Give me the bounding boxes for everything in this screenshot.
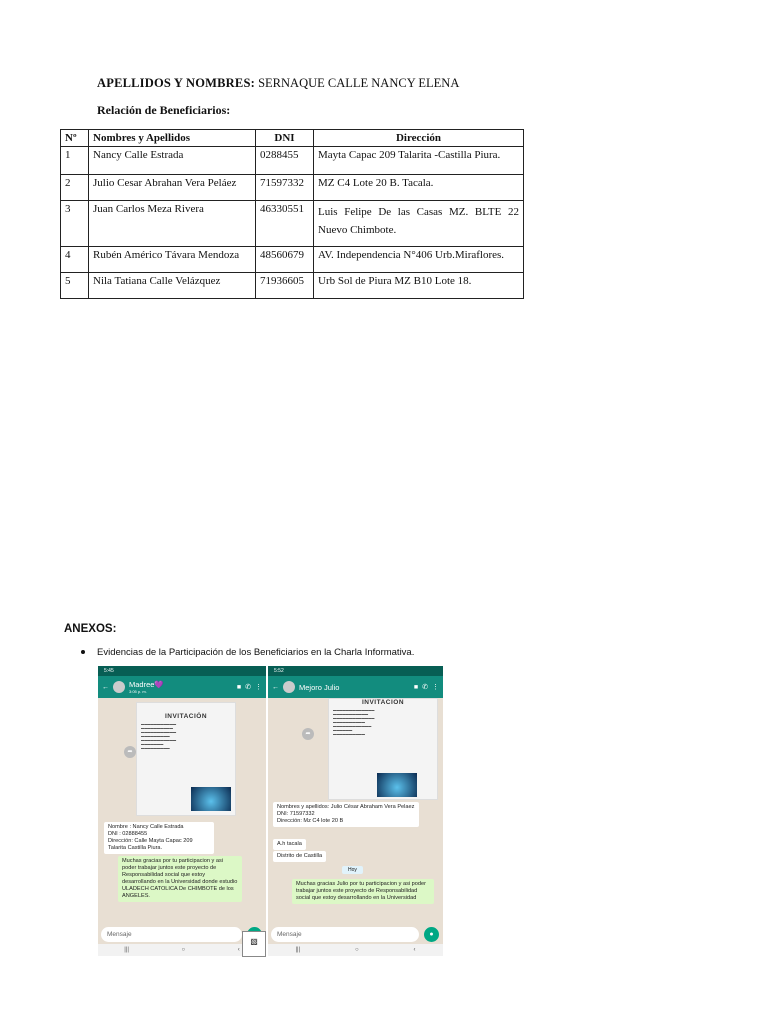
table-header-row	[61, 130, 524, 147]
col-dni: DNI	[256, 130, 314, 147]
contact-name[interactable]: Madree💜 3:05 p. m.	[129, 680, 233, 694]
invitation-text-lines: ▬▬▬▬▬▬▬▬▬▬▬ ▬▬▬▬▬▬▬▬▬▬ ▬▬▬▬▬▬▬▬▬▬▬ ▬▬▬▬▬▬▬▬▬ ▬▬▬▬▬▬▬▬▬▬▬ ▬▬▬▬▬▬▬ ▬▬▬▬▬▬▬▬▬	[141, 722, 177, 750]
annex-bullet	[81, 647, 414, 658]
video-call-icon[interactable]: ■	[236, 683, 242, 691]
col-name: Nombres y Apellidos	[89, 130, 256, 147]
back-arrow-icon[interactable]: ←	[102, 683, 109, 691]
cell-dni: 71936605	[256, 273, 314, 299]
invitation-image[interactable]	[328, 698, 438, 800]
back-icon[interactable]: ‹	[413, 947, 416, 953]
message-input[interactable]: Mensaje	[271, 927, 419, 942]
mic-icon[interactable]: ●	[424, 927, 439, 942]
annex-title: ANEXOS:	[64, 623, 117, 635]
cell-number: 4	[61, 247, 89, 273]
avatar[interactable]	[113, 681, 125, 693]
chat-header	[268, 676, 443, 698]
message-input[interactable]: Mensaje	[101, 927, 242, 942]
applicant-label: APELLIDOS Y NOMBRES:	[97, 76, 255, 90]
back-arrow-icon[interactable]: ←	[272, 683, 279, 691]
invitation-image[interactable]	[136, 702, 236, 816]
cell-address: Mayta Capac 209 Talarita -Castilla Piura.	[314, 147, 524, 175]
table-row	[61, 175, 524, 201]
broken-image-icon: ▧	[242, 931, 266, 957]
status-bar: 5:52	[268, 666, 443, 676]
whatsapp-screenshot-1	[98, 666, 266, 956]
cell-name: Nila Tatiana Calle Velázquez	[89, 273, 256, 299]
message-bubble[interactable]: Nombre : Nancy Calle Estrada DNI : 02888455 Dirección: Calle Mayta Capac 209 Talarita Castilla Piura.	[104, 822, 214, 854]
table-row	[61, 247, 524, 273]
cell-name: Nancy Calle Estrada	[89, 147, 256, 175]
cell-dni: 71597332	[256, 175, 314, 201]
menu-icon[interactable]: ⋮	[255, 684, 262, 691]
table-row	[61, 201, 524, 247]
android-nav-bar	[268, 944, 443, 956]
applicant-name: SERNAQUE CALLE NANCY ELENA	[258, 76, 460, 90]
col-number: Nº	[61, 130, 89, 147]
relation-title: Relación de Beneficiarios:	[97, 103, 231, 117]
forward-icon[interactable]: ➦	[302, 728, 314, 740]
whatsapp-screenshot-2	[268, 666, 443, 956]
cell-address: Luis Felipe De las Casas MZ. BLTE 22 Nuevo Chimbote.	[314, 201, 524, 247]
table-row	[61, 147, 524, 175]
home-icon[interactable]: ○	[355, 947, 359, 953]
globe-image	[191, 787, 231, 811]
message-bubble-sent[interactable]: Muchas gracias por tu participacion y asi poder trabajar juntos este proyecto de Responsabilidad social que estoy desarrollando en la Universidad donde estudio ULADECH CATOLICA De CHIMBOTE de los ANGELES.	[118, 856, 242, 902]
col-address: Dirección	[314, 130, 524, 147]
back-icon[interactable]: ‹	[237, 947, 240, 953]
chat-header	[98, 676, 266, 698]
table-row	[61, 273, 524, 299]
cell-address: MZ C4 Lote 20 B. Tacala.	[314, 175, 524, 201]
cell-dni: 0288455	[256, 147, 314, 175]
message-bubble[interactable]: A.h tacala	[273, 839, 306, 850]
chat-area	[268, 698, 443, 922]
bullet-icon	[81, 650, 85, 654]
message-bubble[interactable]: Distrito de Castilla	[273, 851, 326, 862]
avatar[interactable]	[283, 681, 295, 693]
android-nav-bar	[98, 944, 266, 956]
invitation-title: INVITACION	[361, 699, 405, 706]
contact-name[interactable]: Mejoro Julio	[299, 682, 340, 692]
message-bubble[interactable]: Nombres y apellidos: Julio César Abraham Vera Pelaez DNI: 71597332 Dirección: Mz C4 lote 20 B	[273, 802, 419, 827]
cell-name: Julio Cesar Abrahan Vera Peláez	[89, 175, 256, 201]
cell-dni: 48560679	[256, 247, 314, 273]
menu-icon[interactable]: ⋮	[432, 684, 439, 691]
cell-number: 5	[61, 273, 89, 299]
cell-name: Juan Carlos Meza Rivera	[89, 201, 256, 247]
date-divider: Hoy	[342, 866, 363, 874]
message-bubble-sent[interactable]: Muchas gracias Julio por tu participacion y asi poder trabajar juntos este proyecto de Responsabilidad social que estoy desarrollando en la Universidad	[292, 879, 434, 904]
cell-name: Rubén Américo Távara Mendoza	[89, 247, 256, 273]
cell-number: 1	[61, 147, 89, 175]
recent-apps-icon[interactable]: |||	[295, 947, 301, 953]
last-seen: 3:05 p. m.	[129, 689, 147, 694]
recent-apps-icon[interactable]: |||	[124, 947, 129, 953]
cell-address: AV. Independencia N°406 Urb.Miraflores.	[314, 247, 524, 273]
phone-call-icon[interactable]: ✆	[245, 684, 251, 691]
home-icon[interactable]: ○	[181, 947, 186, 953]
status-bar: 5:45	[98, 666, 266, 676]
annex-bullet-text: Evidencias de la Participación de los Beneficiarios en la Charla Informativa.	[97, 647, 415, 658]
invitation-text-lines: ▬▬▬▬▬▬▬▬▬▬▬▬▬ ▬▬▬▬▬▬▬▬▬▬▬ ▬▬▬▬▬▬▬▬▬▬▬▬▬ ▬▬▬▬▬▬▬▬▬▬ ▬▬▬▬▬▬▬▬▬▬▬▬ ▬▬▬▬▬▬ ▬▬▬▬▬▬▬▬▬▬	[333, 708, 375, 736]
forward-icon[interactable]: ➦	[124, 746, 136, 758]
cell-dni: 46330551	[256, 201, 314, 247]
phone-call-icon[interactable]: ✆	[422, 684, 428, 691]
cell-number: 3	[61, 201, 89, 247]
globe-image	[377, 773, 417, 797]
invitation-title: INVITACIÓN	[164, 713, 208, 720]
cell-number: 2	[61, 175, 89, 201]
chat-area	[98, 698, 266, 922]
cell-address: Urb Sol de Piura MZ B10 Lote 18.	[314, 273, 524, 299]
video-call-icon[interactable]: ■	[413, 683, 419, 691]
beneficiaries-table	[60, 129, 524, 299]
applicant-line	[97, 76, 459, 91]
